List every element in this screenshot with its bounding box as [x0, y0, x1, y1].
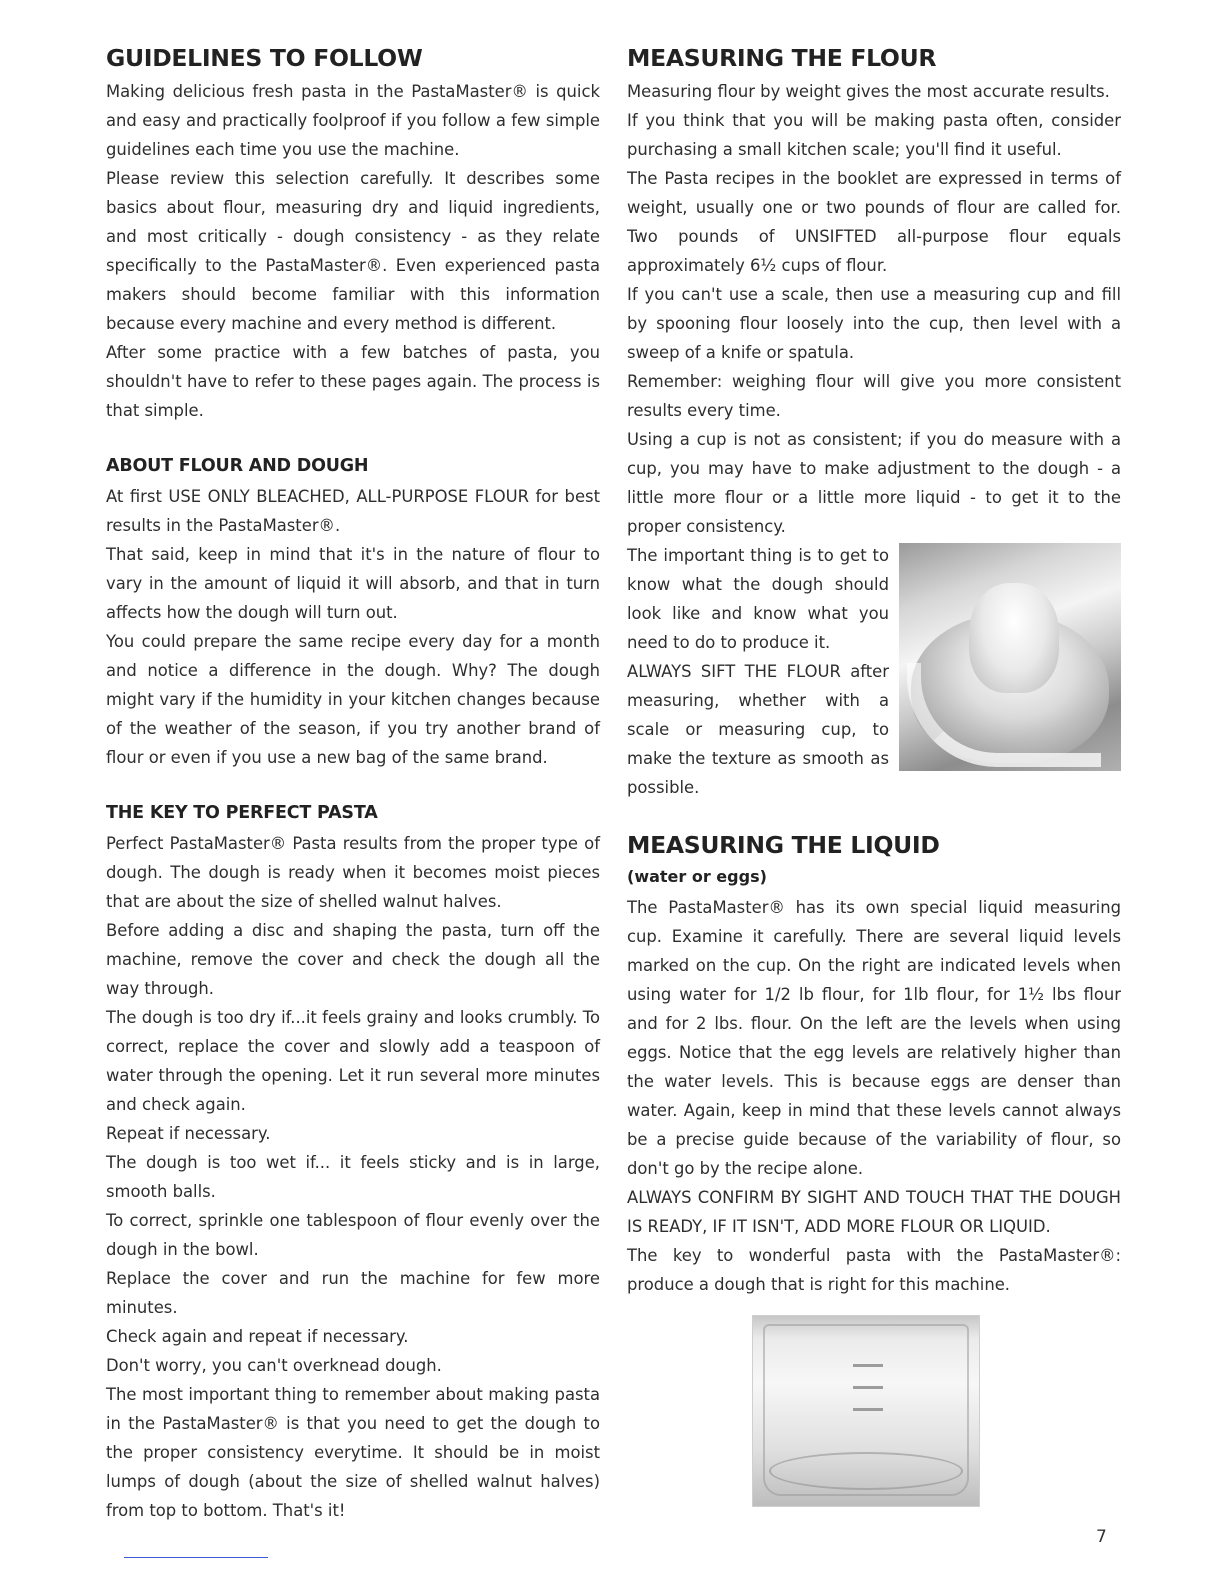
- measuring-flour-paragraph: The Pasta recipes in the booklet are expressed in terms of weight, usually one or two pounds of flour are called for. Two pounds of UNSIFTED all-purpose flour equals approximately 6½ cups of flour.: [627, 169, 1121, 275]
- measuring-flour-paragraph: The important thing is to get to know what the dough should look like and know what you need to do to produce it.: [627, 546, 889, 652]
- key-paragraph: The dough is too wet if... it feels sticky and is in large, smooth balls.: [106, 1153, 600, 1201]
- measuring-flour-paragraph: Measuring flour by weight gives the most accurate results.: [627, 82, 1110, 101]
- guidelines-paragraph: Please review this selection carefully. It describes some basics about flour, measuring dry and liquid ingredients, and most critically - dough consistency - as they relate specifically to the PastaMaster®. Even experienced pasta makers should become familiar with this information because every machine and every method is different.: [106, 169, 600, 333]
- measuring-flour-paragraph: Remember: weighing flour will give you more consistent results every time.: [627, 372, 1121, 420]
- measuring-flour-paragraph: If you think that you will be making pasta often, consider purchasing a small kitchen scale; you'll find it useful.: [627, 111, 1121, 159]
- key-paragraph: Don't worry, you can't overknead dough.: [106, 1356, 442, 1375]
- about-flour-heading: ABOUT FLOUR AND DOUGH: [106, 456, 369, 476]
- key-paragraph: Before adding a disc and shaping the pasta, turn off the machine, remove the cover and check the dough all the way through.: [106, 921, 600, 998]
- guidelines-paragraph: Making delicious fresh pasta in the PastaMaster® is quick and easy and practically foolproof if you follow a few simple guidelines each time you use the machine.: [106, 82, 600, 159]
- measuring-liquid-paragraph: The PastaMaster® has its own special liquid measuring cup. Examine it carefully. There are several liquid levels marked on the cup. On the right are indicated levels when using water for 1/2 lb flour, for 1lb flour, for 1½ lbs flour and for 2 lbs. flour. On the left are the levels when using eggs. Notice that the egg levels are relatively higher than the water levels. This is because eggs are denser than water. Again, keep in mind that these levels cannot always be a precise guide because of the variability of flour, so don't go by the recipe alone.: [627, 898, 1121, 1178]
- about-flour-paragraph: You could prepare the same recipe every day for a month and notice a difference in the dough. Why? The dough might vary if the humidity in your kitchen changes because of the weather of the season, if you try another brand of flour or even if you use a new bag of the same brand.: [106, 632, 600, 767]
- guidelines-heading: GUIDELINES TO FOLLOW: [106, 44, 423, 72]
- key-paragraph: Repeat if necessary.: [106, 1124, 271, 1143]
- measuring-liquid-heading: MEASURING THE LIQUID: [627, 831, 940, 859]
- left-column: [106, 44, 600, 1525]
- key-paragraph: Perfect PastaMaster® Pasta results from the proper type of dough. The dough is ready when it becomes moist pieces that are about the size of shelled walnut halves.: [106, 834, 600, 911]
- measuring-liquid-subheading: (water or eggs): [627, 867, 767, 886]
- page-number: 7: [1096, 1527, 1107, 1547]
- key-heading: THE KEY TO PERFECT PASTA: [106, 803, 378, 823]
- measuring-cup-photo: [752, 1315, 980, 1507]
- measuring-flour-paragraph: Using a cup is not as consistent; if you do measure with a cup, you may have to make adjustment to the dough - a little more flour or a little more liquid - to get it to the proper consistency.: [627, 430, 1121, 536]
- key-paragraph: Replace the cover and run the machine for few more minutes.: [106, 1269, 600, 1317]
- about-flour-paragraph: At first USE ONLY BLEACHED, ALL-PURPOSE FLOUR for best results in the PastaMaster®.: [106, 487, 600, 535]
- measuring-flour-paragraph: ALWAYS SIFT THE FLOUR after measuring, whether with a scale or measuring cup, to make the texture as smooth as possible.: [627, 662, 889, 797]
- measuring-flour-heading: MEASURING THE FLOUR: [627, 44, 937, 72]
- key-paragraph: To correct, sprinkle one tablespoon of flour evenly over the dough in the bowl.: [106, 1211, 600, 1259]
- about-flour-paragraph: That said, keep in mind that it's in the nature of flour to vary in the amount of liquid it will absorb, and that in turn affects how the dough will turn out.: [106, 545, 600, 622]
- key-paragraph: Check again and repeat if necessary.: [106, 1327, 409, 1346]
- key-paragraph: The dough is too dry if...it feels grainy and looks crumbly. To correct, replace the cover and slowly add a teaspoon of water through the opening. Let it run several more minutes and check again.: [106, 1008, 600, 1114]
- measuring-liquid-paragraph: The key to wonderful pasta with the PastaMaster®: produce a dough that is right for this machine.: [627, 1246, 1121, 1294]
- guidelines-paragraph: After some practice with a few batches of pasta, you shouldn't have to refer to these pages again. The process is that simple.: [106, 343, 600, 420]
- measuring-liquid-paragraph: ALWAYS CONFIRM BY SIGHT AND TOUCH THAT THE DOUGH IS READY, IF IT ISN'T, ADD MORE FLOUR OR LIQUID.: [627, 1188, 1121, 1236]
- dough-bowl-photo: [899, 543, 1121, 771]
- measuring-flour-paragraph: If you can't use a scale, then use a measuring cup and fill by spooning flour loosely into the cup, then level with a sweep of a knife or spatula.: [627, 285, 1121, 362]
- footnote-rule: [124, 1557, 268, 1558]
- key-paragraph: The most important thing to remember about making pasta in the PastaMaster® is that you need to get the dough to the proper consistency everytime. It should be in moist lumps of dough (about the size of shelled walnut halves) from top to bottom. That's it!: [106, 1385, 600, 1520]
- right-column: [627, 44, 1121, 1299]
